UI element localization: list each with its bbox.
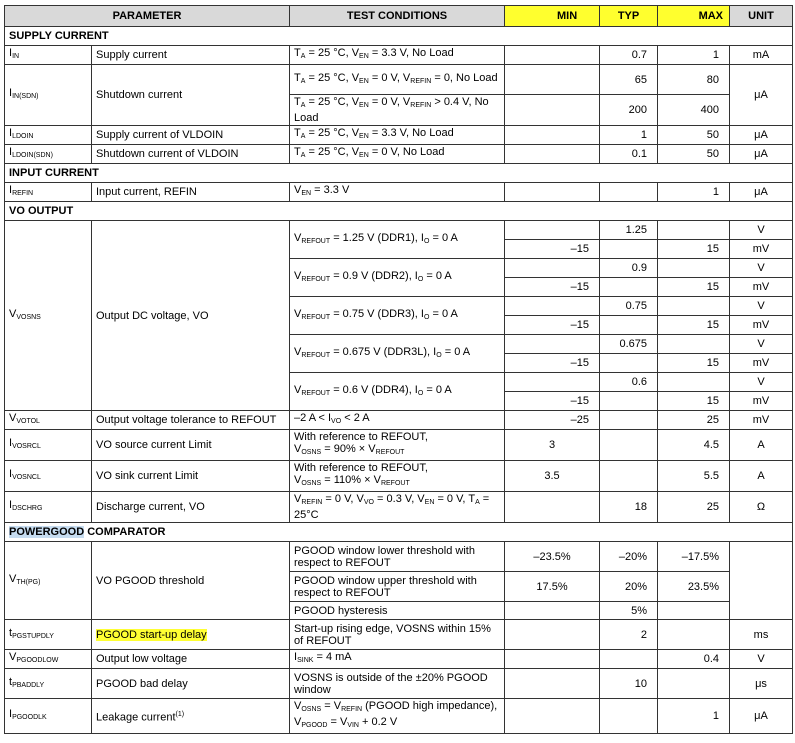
unit: A [730, 461, 793, 492]
min-value: –25 [505, 411, 600, 430]
section-powergood-comparator: POWERGOOD COMPARATOR [5, 523, 793, 542]
test-condition: With reference to REFOUT, $V_{OSNS} = 90\% \times V_{REFOUT}$ [290, 430, 505, 461]
max-value: 1 [658, 699, 730, 734]
test-condition: $T_A = 25$ °C, $V_{EN} = 0$ V, $V_{REFIN} > 0.4$ V, No Load [290, 95, 505, 126]
test-condition: $V_{REFOUT} = 0.9$ V (DDR2), $I_O = 0$ A [290, 259, 505, 297]
unit: Ω [730, 492, 793, 523]
parameter-name: PGOOD bad delay [92, 669, 290, 699]
typ-value: 65 [600, 65, 658, 95]
parameter-name: Leakage current$^{(1)}$ [92, 699, 290, 734]
header-typ: TYP [600, 6, 658, 27]
test-condition: $T_A = 25$ °C, $V_{EN} = 0$ V, No Load [290, 145, 505, 164]
test-condition: $V_{REFOUT} = 1.25$ V (DDR1), $I_O = 0$ A [290, 221, 505, 259]
symbol: $I_{VOSNCL}$ [5, 461, 92, 492]
test-condition: $V_{REFOUT} = 0.75$ V (DDR3), $I_O = 0$ A [290, 297, 505, 335]
test-condition: $I_{SINK} = 4$ mA [290, 650, 505, 669]
typ-value: 1 [600, 126, 658, 145]
typ-value: 0.75 [600, 297, 658, 316]
max-value: 80 [658, 65, 730, 95]
table-row [5, 145, 793, 164]
test-condition: Start-up rising edge, VOSNS within 15% of REFOUT [290, 620, 505, 650]
highlighted-powergood: POWERGOOD [9, 526, 85, 538]
max-value: 15 [658, 316, 730, 335]
test-condition: $T_A = 25$ °C, $V_{EN} = 3.3$ V, No Load [290, 46, 505, 65]
unit: μs [730, 669, 793, 699]
parameter-name: Supply current [92, 46, 290, 65]
header-parameter: PARAMETER [5, 6, 290, 27]
max-value: 1 [658, 183, 730, 202]
unit: V [730, 335, 793, 354]
symbol: $I_{IN}$ [5, 46, 92, 65]
min-value: –15 [505, 354, 600, 373]
unit: mV [730, 240, 793, 259]
table-row [5, 620, 793, 650]
symbol: $I_{VOSRCL}$ [5, 430, 92, 461]
symbol: $I_{IN(SDN)}$ [5, 65, 92, 126]
min-value: –15 [505, 240, 600, 259]
parameter-name [92, 620, 290, 650]
table-row [5, 126, 793, 145]
unit: V [730, 650, 793, 669]
max-value: 15 [658, 354, 730, 373]
symbol: $I_{PGOODLK}$ [5, 699, 92, 734]
test-condition: PGOOD hysteresis [290, 602, 505, 620]
header-test-conditions: TEST CONDITIONS [290, 6, 505, 27]
test-condition: $V_{REFOUT} = 0.6$ V (DDR4), $I_O = 0$ A [290, 373, 505, 411]
electrical-characteristics-table [4, 5, 793, 734]
min-value: 17.5% [505, 572, 600, 602]
symbol: $V_{TH(PG)}$ [5, 542, 92, 620]
unit: mV [730, 392, 793, 411]
typ-value: –20% [600, 542, 658, 572]
unit: A [730, 430, 793, 461]
header-max: MAX [658, 6, 730, 27]
unit: V [730, 297, 793, 316]
test-condition: PGOOD window lower threshold with respect to REFOUT [290, 542, 505, 572]
typ-value: 1.25 [600, 221, 658, 240]
test-condition: $V_{OSNS} = V_{REFIN}$ (PGOOD high impedance), $V_{PGOOD} = V_{VIN} + 0.2$ V [290, 699, 505, 734]
unit: μA [730, 145, 793, 164]
min-value: –15 [505, 316, 600, 335]
table-row [5, 65, 793, 95]
test-condition: VOSNS is outside of the ±20% PGOOD window [290, 669, 505, 699]
typ-value: 0.9 [600, 259, 658, 278]
unit: V [730, 221, 793, 240]
parameter-name: VO sink current Limit [92, 461, 290, 492]
max-value: 4.5 [658, 430, 730, 461]
symbol: $V_{PGOODLOW}$ [5, 650, 92, 669]
max-value: 15 [658, 240, 730, 259]
max-value: 400 [658, 95, 730, 126]
table-row [5, 461, 793, 492]
test-condition: $T_A = 25$ °C, $V_{EN} = 3.3$ V, No Load [290, 126, 505, 145]
parameter-name: Shutdown current [92, 65, 290, 126]
unit: μA [730, 183, 793, 202]
unit: ms [730, 620, 793, 650]
test-condition: $V_{REFIN} = 0$ V, $V_{VO} = 0.3$ V, $V_{EN} = 0$ V, $T_A = 25^\circ C$ [290, 492, 505, 523]
section-vo-output: VO OUTPUT [5, 202, 793, 221]
unit: mV [730, 411, 793, 430]
parameter-name: VO source current Limit [92, 430, 290, 461]
typ-value: 0.675 [600, 335, 658, 354]
typ-value: 2 [600, 620, 658, 650]
table-row [5, 411, 793, 430]
test-condition: –2 $A < I_{VO} < 2$ A [290, 411, 505, 430]
max-value: 0.4 [658, 650, 730, 669]
table-row [5, 46, 793, 65]
max-value: 50 [658, 126, 730, 145]
table-row [5, 699, 793, 734]
unit: V [730, 373, 793, 392]
max-value: 23.5% [658, 572, 730, 602]
unit: mA [730, 46, 793, 65]
max-value: 25 [658, 411, 730, 430]
unit: μA [730, 65, 793, 126]
min-value: 3 [505, 430, 600, 461]
table-row [5, 542, 793, 572]
max-value: –17.5% [658, 542, 730, 572]
max-value: 50 [658, 145, 730, 164]
min-value: –15 [505, 392, 600, 411]
table-row [5, 650, 793, 669]
parameter-name: Shutdown current of VLDOIN [92, 145, 290, 164]
max-value: 1 [658, 46, 730, 65]
header-unit: UNIT [730, 6, 793, 27]
parameter-name: Supply current of VLDOIN [92, 126, 290, 145]
highlighted-parameter: PGOOD start-up delay [96, 628, 207, 641]
typ-value: 200 [600, 95, 658, 126]
test-condition: PGOOD window upper threshold with respect to REFOUT [290, 572, 505, 602]
test-condition: $V_{REFOUT} = 0.675$ V (DDR3L), $I_O = 0$ A [290, 335, 505, 373]
max-value: 15 [658, 392, 730, 411]
table-row [5, 430, 793, 461]
parameter-name: Discharge current, VO [92, 492, 290, 523]
max-value: 25 [658, 492, 730, 523]
parameter-name: Output low voltage [92, 650, 290, 669]
max-value: 15 [658, 278, 730, 297]
header-row [5, 6, 793, 27]
section-supply-current: SUPPLY CURRENT [5, 27, 793, 46]
test-condition: With reference to REFOUT, $V_{OSNS} = 110\% \times V_{REFOUT}$ [290, 461, 505, 492]
parameter-name: Output voltage tolerance to REFOUT [92, 411, 290, 430]
typ-value: 0.1 [600, 145, 658, 164]
unit: mV [730, 354, 793, 373]
min-value: 3.5 [505, 461, 600, 492]
footnote-ref: (1) [175, 710, 185, 718]
symbol: $t_{PBADDLY}$ [5, 669, 92, 699]
max-value: 5.5 [658, 461, 730, 492]
test-condition: $V_{EN} = 3.3$ V [290, 183, 505, 202]
symbol: $V_{VOTOL}$ [5, 411, 92, 430]
typ-value: 20% [600, 572, 658, 602]
symbol: $V_{VOSNS}$ [5, 221, 92, 411]
header-min: MIN [505, 6, 600, 27]
unit: μA [730, 699, 793, 734]
unit: μA [730, 126, 793, 145]
table-row [5, 221, 793, 240]
symbol: $t_{PGSTUPDLY}$ [5, 620, 92, 650]
typ-value: 0.6 [600, 373, 658, 392]
symbol: $I_{DSCHRG}$ [5, 492, 92, 523]
min-value: –23.5% [505, 542, 600, 572]
typ-value: 5% [600, 602, 658, 620]
unit: mV [730, 278, 793, 297]
typ-value: 10 [600, 669, 658, 699]
symbol: $I_{LDOIN}$ [5, 126, 92, 145]
symbol: $I_{LDOIN(SDN)}$ [5, 145, 92, 164]
typ-value: 0.7 [600, 46, 658, 65]
parameter-name: Output DC voltage, VO [92, 221, 290, 411]
parameter-name: VO PGOOD threshold [92, 542, 290, 620]
table-row [5, 492, 793, 523]
unit: mV [730, 316, 793, 335]
typ-value: 18 [600, 492, 658, 523]
table-row [5, 183, 793, 202]
min-value: –15 [505, 278, 600, 297]
symbol: $I_{REFIN}$ [5, 183, 92, 202]
parameter-name: Input current, REFIN [92, 183, 290, 202]
unit: V [730, 259, 793, 278]
section-input-current: INPUT CURRENT [5, 164, 793, 183]
test-condition: $T_A = 25$ °C, $V_{EN} = 0$ V, $V_{REFIN} = 0$, No Load [290, 65, 505, 95]
table-row [5, 669, 793, 699]
